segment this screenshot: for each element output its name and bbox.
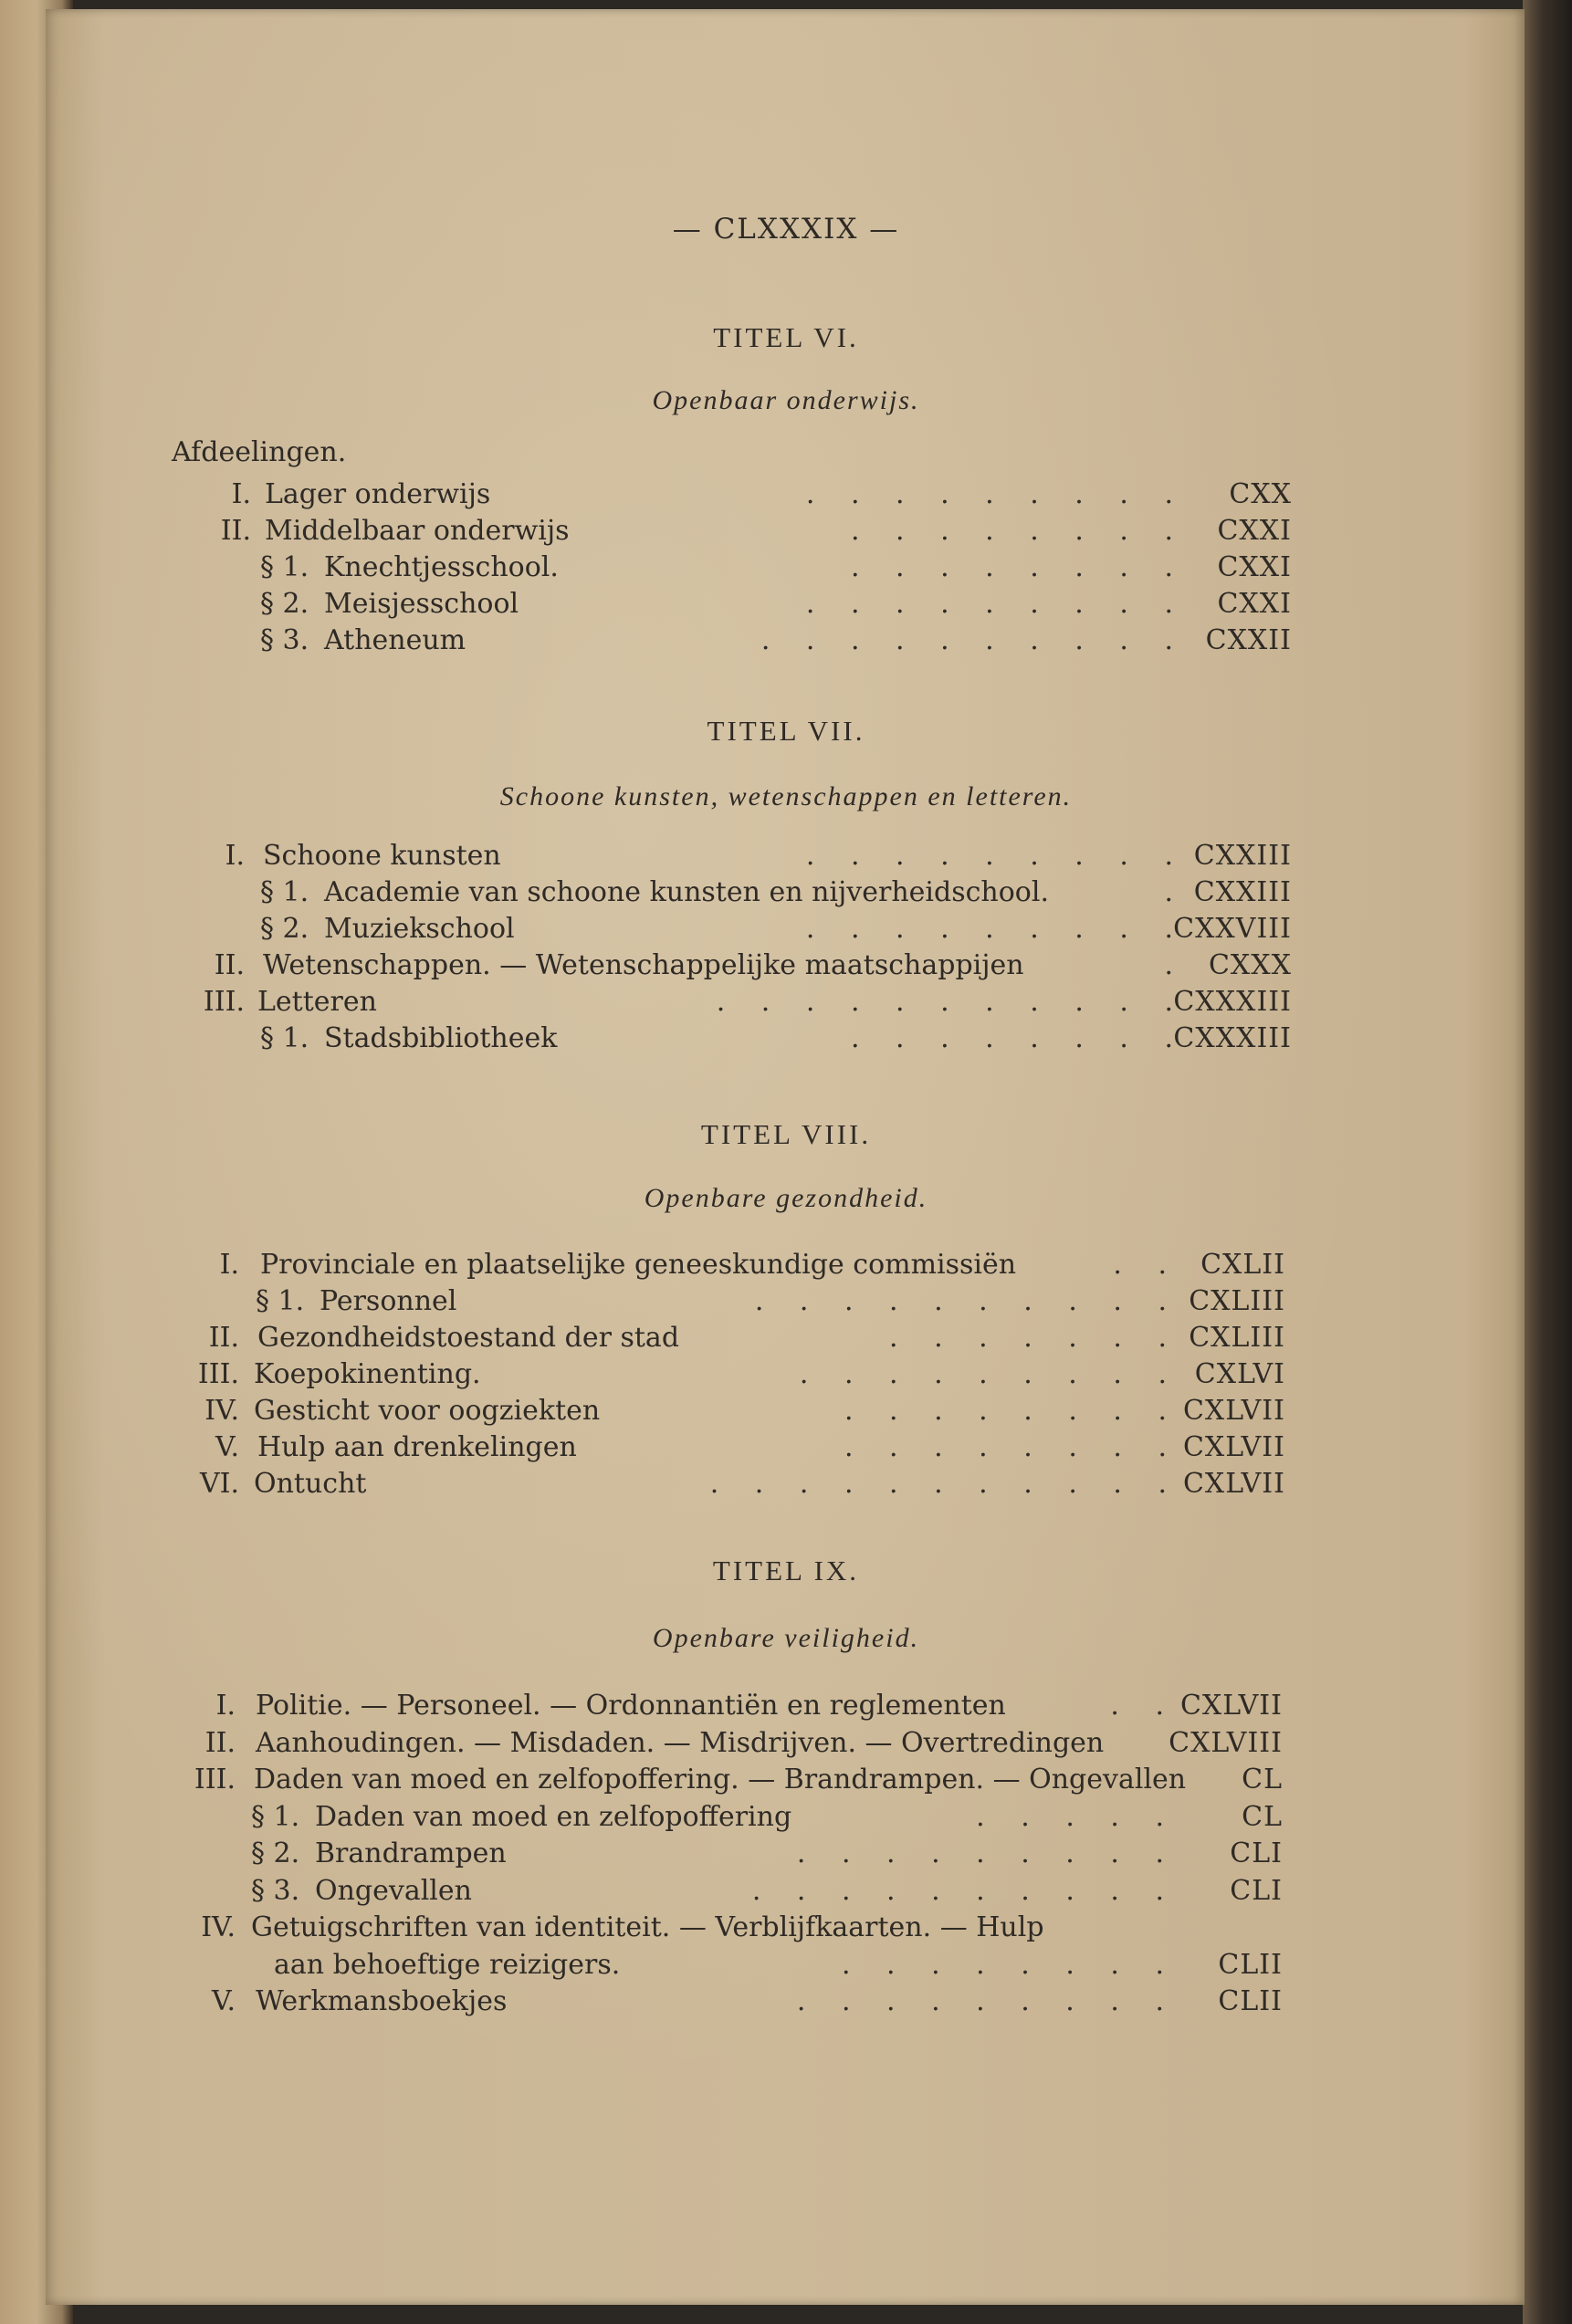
toc-entry	[0, 551, 1572, 586]
toc-entry-page-ref: CXLVII	[1179, 1690, 1283, 1722]
toc-entry-number: III.	[194, 1764, 236, 1795]
toc-entry-number: II.	[204, 1726, 236, 1759]
toc-entry	[0, 1690, 1572, 1724]
toc-entry-number: § 1.	[260, 551, 309, 583]
toc-entry-label: Meisjesschool	[324, 588, 519, 620]
toc-entry	[0, 1764, 1572, 1798]
toc-entry-number: § 2.	[260, 913, 309, 945]
toc-entry-leader-dots: . . . . . . . . .	[796, 1985, 1164, 2017]
toc-entry-page-ref: CL	[1242, 1764, 1283, 1795]
toc-entry	[0, 1875, 1572, 1910]
toc-entry	[0, 1911, 1572, 1946]
toc-entry-number: II.	[214, 949, 245, 981]
toc-entry-label: Personnel	[320, 1285, 457, 1317]
toc-entry-label: Stadsbibliotheek	[324, 1022, 558, 1054]
toc-entry-label: Daden van moed en zelfopoffering	[315, 1800, 792, 1833]
toc-entry	[0, 1801, 1572, 1836]
toc-entry-leader-dots: . . . . . . . . . .	[751, 1874, 1164, 1907]
toc-entry-label: Schoone kunsten	[263, 840, 501, 872]
toc-entry-label: Brandrampen	[315, 1837, 507, 1869]
toc-entry-number: III.	[197, 1358, 239, 1390]
toc-entry-label: Provinciale en plaatselijke geneeskundige commissiën	[260, 1249, 1017, 1281]
toc-entry-label: Academie van schoone kunsten en nijverheidschool.	[324, 876, 1049, 908]
section-viii-subtitle: Openbare gezondheid.	[644, 1183, 928, 1213]
toc-entry-leader-dots: . . . . . . . . . . .	[716, 986, 1173, 1018]
toc-entry-number: § 2.	[251, 1837, 300, 1869]
toc-entry	[0, 1431, 1572, 1466]
toc-entry-page-ref: CXLVII	[1182, 1431, 1285, 1463]
toc-entry-page-ref: CXXI	[1217, 515, 1292, 547]
toc-entry-number: I.	[215, 1690, 236, 1722]
toc-entry-leader-dots: . . . . . . . .	[850, 1022, 1173, 1054]
toc-entry-leader-dots: . .	[1110, 1690, 1164, 1722]
toc-entry	[0, 624, 1572, 659]
toc-entry-label: Muziekschool	[324, 913, 515, 945]
toc-entry-page-ref: CXXI	[1217, 551, 1292, 583]
toc-entry-number: I.	[225, 840, 245, 872]
toc-entry-label: Werkmansboekjes	[256, 1985, 508, 2017]
toc-entry-leader-dots: .	[1164, 949, 1173, 981]
toc-entry-number: V.	[212, 1985, 236, 2017]
toc-entry-label: Hulp aan drenkelingen	[257, 1431, 577, 1463]
toc-entry-leader-dots: . . . . . . . . . .	[754, 1285, 1167, 1317]
section-ix-title: TITEL IX.	[712, 1555, 860, 1586]
toc-entry-page-ref: CXLIII	[1189, 1322, 1285, 1354]
toc-entry	[0, 515, 1572, 550]
toc-entry-number: IV.	[201, 1911, 236, 1943]
toc-entry-leader-dots: . . . . . . . .	[841, 1948, 1164, 1981]
toc-entry-label: Ongevallen	[315, 1874, 472, 1907]
toc-entry-page-ref: CXLVI	[1194, 1358, 1285, 1390]
toc-entry-leader-dots: . . . . . . . .	[844, 1431, 1167, 1463]
toc-entry-page-ref: CXLVIII	[1169, 1726, 1283, 1759]
toc-entry-number: II.	[220, 515, 251, 547]
toc-entry-number: § 1.	[251, 1800, 300, 1833]
toc-entry-leader-dots: . . . . . . .	[889, 1322, 1167, 1354]
toc-entry-page-ref: CXLIII	[1189, 1285, 1285, 1317]
toc-entry	[0, 1468, 1572, 1502]
toc-entry	[0, 588, 1572, 623]
toc-entry-page-ref: CLII	[1218, 1948, 1283, 1981]
toc-entry	[0, 876, 1572, 911]
toc-entry	[0, 913, 1572, 947]
toc-entry-label: aan behoeftige reizigers.	[274, 1948, 621, 1981]
toc-entry-number: V.	[215, 1431, 239, 1463]
toc-entry-leader-dots: . . . . . . . . .	[805, 588, 1173, 620]
toc-entry-number: I.	[219, 1249, 239, 1281]
toc-entry-number: I.	[231, 478, 251, 510]
toc-entry-label: Atheneum	[324, 624, 466, 656]
section-ix-subtitle: Openbare veiligheid.	[652, 1623, 920, 1653]
toc-entry-label: Politie. — Personeel. — Ordonnantiën en reglementen	[256, 1690, 1006, 1722]
toc-entry	[0, 986, 1572, 1021]
toc-entry-leader-dots: . . . . . . . . . .	[760, 624, 1173, 656]
toc-entry	[0, 1727, 1572, 1762]
toc-entry-page-ref: CXXVIII	[1173, 913, 1292, 945]
toc-entry-leader-dots: . . . . . . . . .	[796, 1837, 1164, 1869]
toc-entry-label: Letteren	[257, 986, 377, 1018]
toc-entry-page-ref: CXLVII	[1182, 1468, 1285, 1500]
toc-entry-number: VI.	[199, 1468, 239, 1500]
toc-entry-page-ref: CXXI	[1217, 588, 1292, 620]
toc-entry-page-ref: CLII	[1218, 1985, 1283, 2017]
toc-entry-number: III.	[203, 986, 245, 1018]
toc-entry-number: II.	[208, 1322, 239, 1354]
toc-entry-leader-dots: . . . . . . . . .	[805, 478, 1173, 510]
toc-entry	[0, 1395, 1572, 1429]
toc-entry-label: Gesticht voor oogziekten	[254, 1395, 601, 1427]
toc-entry-label: Middelbaar onderwijs	[265, 515, 570, 547]
toc-entry-label: Koepokinenting.	[254, 1358, 481, 1390]
toc-entry	[0, 1022, 1572, 1057]
section-vi-title: TITEL VI.	[713, 321, 859, 353]
toc-entry-number: § 3.	[260, 624, 309, 656]
running-head: — CLXXXIX —	[672, 213, 900, 246]
toc-entry-leader-dots: . . . . . . . . . . .	[709, 1468, 1167, 1500]
toc-entry-page-ref: CXXIII	[1193, 876, 1292, 908]
section-viii-title: TITEL VIII.	[700, 1118, 872, 1150]
toc-entry-number: § 1.	[256, 1285, 305, 1317]
toc-entry-label: Getuigschriften van identiteit. — Verblijfkaarten. — Hulp	[251, 1911, 1044, 1943]
toc-entry-number: § 2.	[260, 588, 309, 620]
toc-entry-leader-dots: . . . . . . . . .	[805, 840, 1173, 872]
toc-entry-leader-dots: . . . . . . . .	[850, 515, 1173, 547]
toc-entry-page-ref: CXXX	[1208, 949, 1292, 981]
toc-entry-page-ref: CXXII	[1205, 624, 1292, 656]
toc-entry-label: Wetenschappen. — Wetenschappelijke maatschappijen	[263, 949, 1024, 981]
toc-entry-leader-dots: . . . . .	[976, 1800, 1164, 1833]
toc-entry-page-ref: CXLII	[1200, 1249, 1285, 1281]
toc-entry	[0, 1837, 1572, 1872]
toc-entry-leader-dots: . . . . . . . .	[844, 1395, 1167, 1427]
toc-entry-label: Gezondheidstoestand der stad	[257, 1322, 680, 1354]
toc-entry-page-ref: CXX	[1229, 478, 1292, 510]
section-vi-intro: Afdeelingen.	[172, 436, 347, 468]
section-vii-subtitle: Schoone kunsten, wetenschappen en letteren.	[499, 781, 1073, 811]
section-vi-subtitle: Openbaar onderwijs.	[652, 385, 920, 415]
toc-entry-leader-dots: . . . . . . . . .	[805, 913, 1173, 945]
toc-entry-label: Knechtjesschool.	[324, 551, 559, 583]
toc-entry-label: Aanhoudingen. — Misdaden. — Misdrijven. — Overtredingen	[256, 1726, 1105, 1759]
toc-entry	[0, 1322, 1572, 1356]
toc-entry-number: § 1.	[260, 1022, 309, 1054]
toc-entry	[0, 478, 1572, 513]
toc-entry-label: Daden van moed en zelfopoffering. — Brandrampen. — Ongevallen	[254, 1764, 1187, 1795]
toc-entry-label: Ontucht	[254, 1468, 367, 1500]
toc-entry-leader-dots: . .	[1113, 1249, 1167, 1281]
toc-entry-number: § 1.	[260, 876, 309, 908]
toc-entry-leader-dots: .	[1164, 876, 1173, 908]
toc-entry-leader-dots: . . . . . . . . .	[799, 1358, 1167, 1390]
toc-entry-page-ref: CLI	[1230, 1874, 1283, 1907]
toc-entry-leader-dots: . . . . . . . .	[850, 551, 1173, 583]
toc-entry	[0, 949, 1572, 984]
toc-entry-page-ref: CL	[1242, 1800, 1283, 1833]
toc-entry-page-ref: CLI	[1230, 1837, 1283, 1869]
toc-entry-number: IV.	[204, 1395, 239, 1427]
toc-entry	[0, 1949, 1572, 1984]
toc-entry-page-ref: CXXXIII	[1173, 1022, 1292, 1054]
toc-entry	[0, 1358, 1572, 1393]
toc-entry-page-ref: CXXXIII	[1173, 986, 1292, 1018]
toc-entry	[0, 840, 1572, 874]
toc-entry-number: § 3.	[251, 1874, 300, 1907]
toc-entry	[0, 1985, 1572, 2020]
section-vii-title: TITEL VII.	[707, 715, 865, 747]
toc-entry-page-ref: CXLVII	[1182, 1395, 1285, 1427]
toc-entry-page-ref: CXXIII	[1193, 840, 1292, 872]
toc-entry-label: Lager onderwijs	[265, 478, 491, 510]
toc-entry	[0, 1285, 1572, 1320]
toc-entry	[0, 1249, 1572, 1283]
